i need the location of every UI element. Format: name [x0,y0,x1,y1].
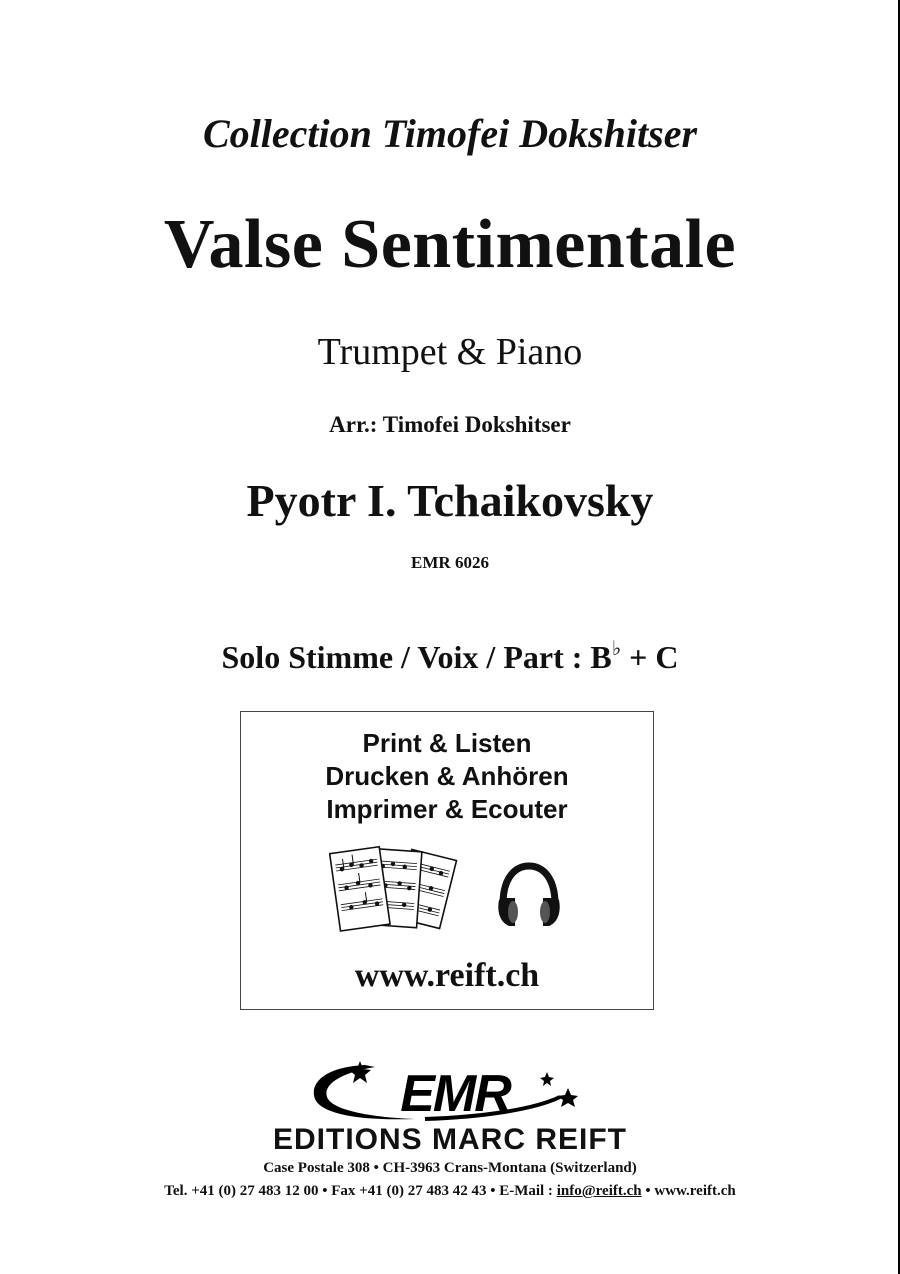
headphones-icon [493,860,565,932]
piece-title: Valse Sentimentale [163,206,737,283]
composer: Pyotr I. Tchaikovsky [246,475,654,526]
promo-line-english: Print & Listen [362,728,532,758]
arranger: Arr.: Timofei Dokshitser [329,412,571,437]
publisher-name: EDITIONS MARC REIFT [273,1123,627,1156]
publisher-address: Case Postale 308 • CH-3963 Crans-Montana (Switzerland) [263,1160,637,1176]
catalog-number: EMR 6026 [411,553,489,572]
contact-phone-fax: Tel. +41 (0) 27 483 12 00 • Fax +41 (0) 27 483 42 43 • E-Mail : [164,1183,557,1199]
parts-suffix: + C [621,639,679,675]
print-listen-box [240,711,654,1010]
contact-email-link[interactable]: info@reift.ch [556,1183,642,1199]
sheet-music-icon [329,840,463,940]
instrumentation: Trumpet & Piano [317,331,583,373]
parts-line [0,636,900,676]
parts-label: Solo Stimme / Voix / Part : B [221,639,612,675]
collection-title: Collection Timofei Dokshitser [202,111,698,156]
promo-url-link[interactable]: www.reift.ch [354,957,540,994]
contact-website[interactable]: • www.reift.ch [641,1183,736,1199]
publisher-contact [0,1183,900,1200]
promo-line-german: Drucken & Anhören [325,761,569,791]
flat-sign: ♭ [611,638,622,660]
promo-line-french: Imprimer & Ecouter [326,794,568,824]
emr-logo-text: EMR [400,1065,510,1123]
